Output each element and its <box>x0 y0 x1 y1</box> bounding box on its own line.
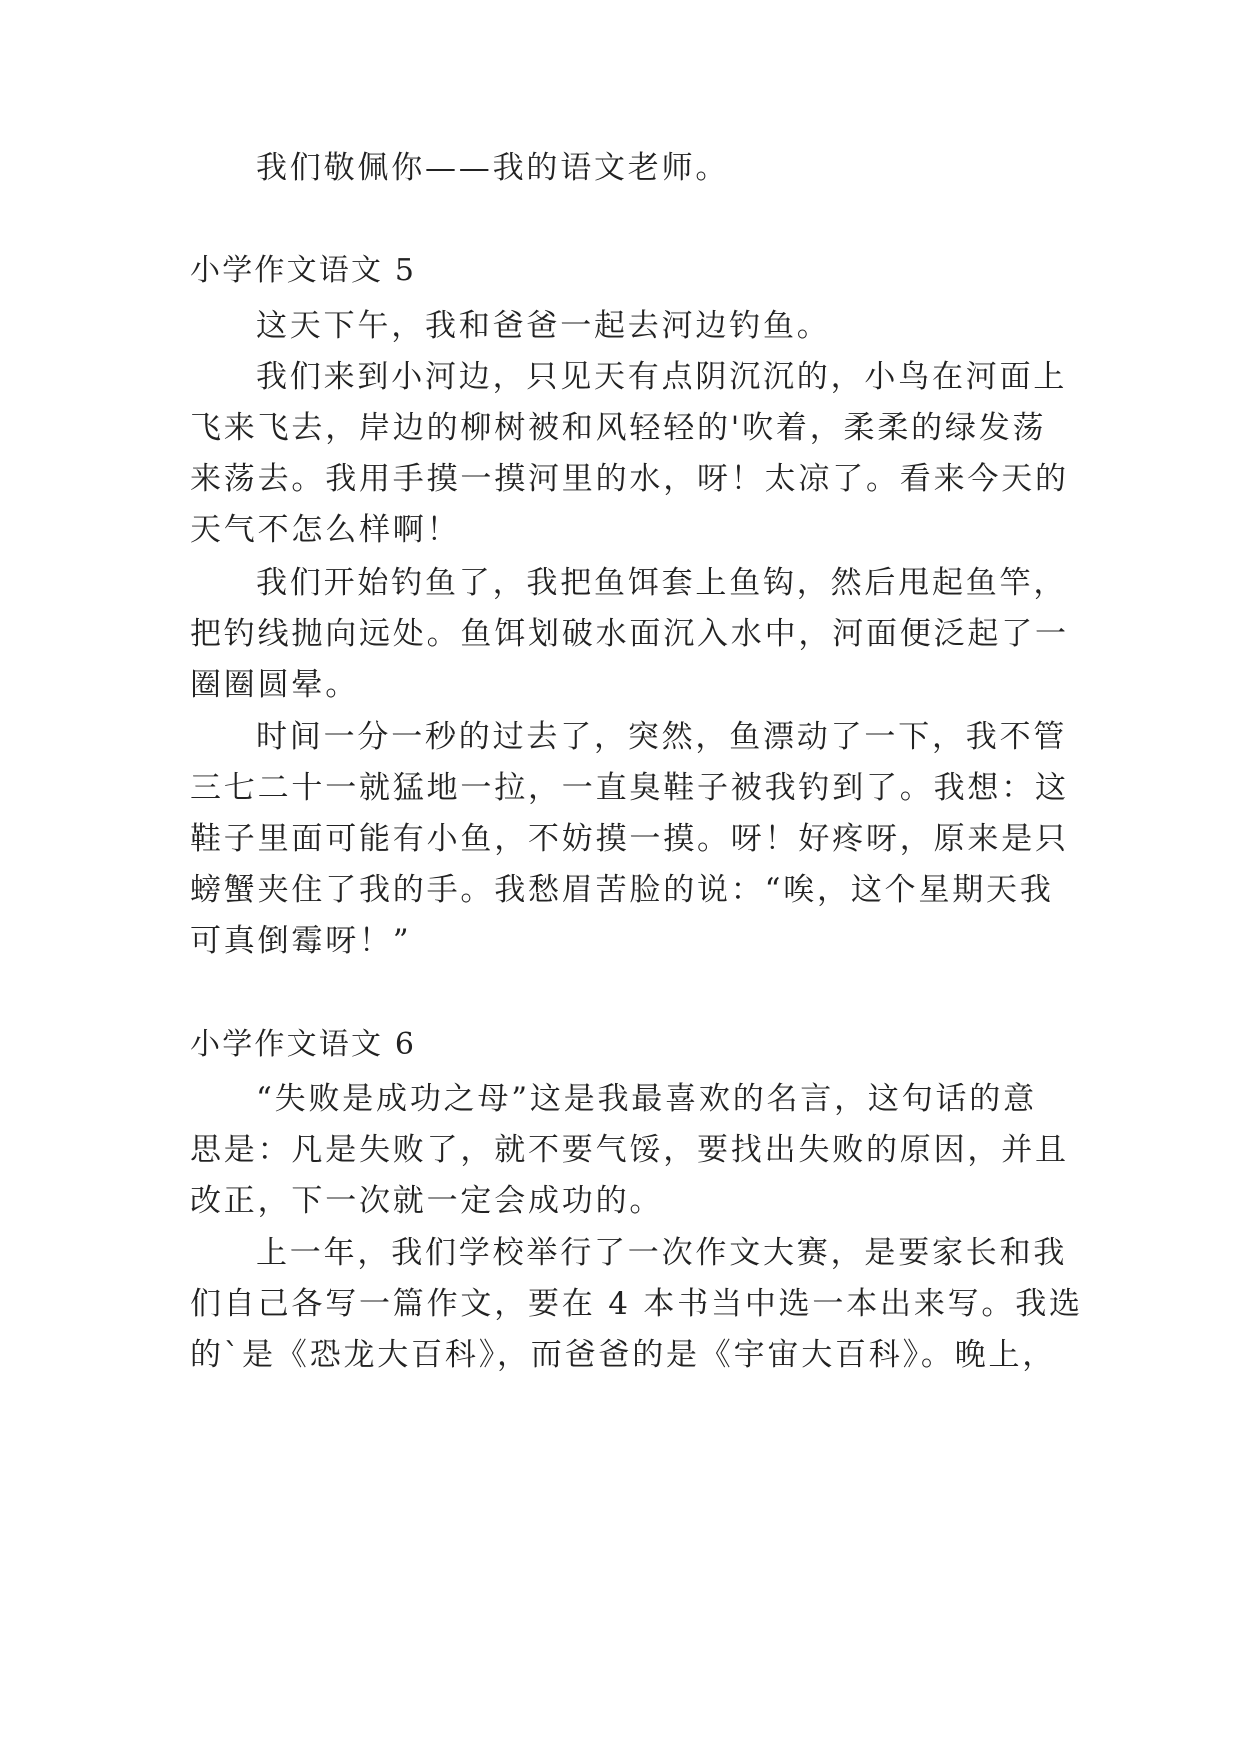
paragraph-line: 螃蟹夹住了我的手。我愁眉苦脸的说：“唉，这个星期天我 <box>190 872 1054 908</box>
paragraph-line: 来荡去。我用手摸一摸河里的水，呀！太凉了。看来今天的 <box>190 461 1069 497</box>
paragraph-line: “失败是成功之母”这是我最喜欢的名言，这句话的意 <box>256 1081 1037 1117</box>
paragraph-line: 飞来飞去，岸边的柳树被和风轻轻的'吹着，柔柔的绿发荡 <box>190 410 1047 446</box>
paragraph-line: 我们开始钓鱼了，我把鱼饵套上鱼钩，然后甩起鱼竿， <box>256 565 1068 601</box>
paragraph-line: 圈圈圆晕。 <box>190 667 359 703</box>
paragraph-line: 可真倒霉呀！” <box>190 923 412 959</box>
paragraph-line: 鞋子里面可能有小鱼，不妨摸一摸。呀！好疼呀，原来是只 <box>190 821 1069 857</box>
paragraph-line: 改正，下一次就一定会成功的。 <box>190 1183 664 1219</box>
section-title: 小学作文语文 6 <box>190 1027 417 1062</box>
paragraph-line: 这天下午，我和爸爸一起去河边钓鱼。 <box>256 308 831 344</box>
paragraph-line: 时间一分一秒的过去了，突然，鱼漂动了一下，我不管 <box>256 719 1068 755</box>
paragraph-line: 思是：凡是失败了，就不要气馁，要找出失败的原因，并且 <box>190 1132 1069 1168</box>
section-title: 小学作文语文 5 <box>190 253 417 288</box>
paragraph-line: 三七二十一就猛地一拉，一直臭鞋子被我钓到了。我想：这 <box>190 770 1069 806</box>
paragraph-line: 天气不怎么样啊！ <box>190 512 461 548</box>
paragraph-line: 把钓线抛向远处。鱼饵划破水面沉入水中，河面便泛起了一 <box>190 616 1069 652</box>
paragraph-line: 们自己各写一篇作文，要在 4 本书当中选一本出来写。我选 <box>190 1286 1083 1322</box>
paragraph-line: 的`是《恐龙大百科》，而爸爸的是《宇宙大百科》。晚上， <box>190 1337 1057 1373</box>
intro-paragraph-line: 我们敬佩你——我的语文老师。 <box>256 150 730 186</box>
paragraph-line: 我们来到小河边，只见天有点阴沉沉的，小鸟在河面上 <box>256 359 1068 395</box>
paragraph-line: 上一年，我们学校举行了一次作文大赛，是要家长和我 <box>256 1235 1068 1271</box>
